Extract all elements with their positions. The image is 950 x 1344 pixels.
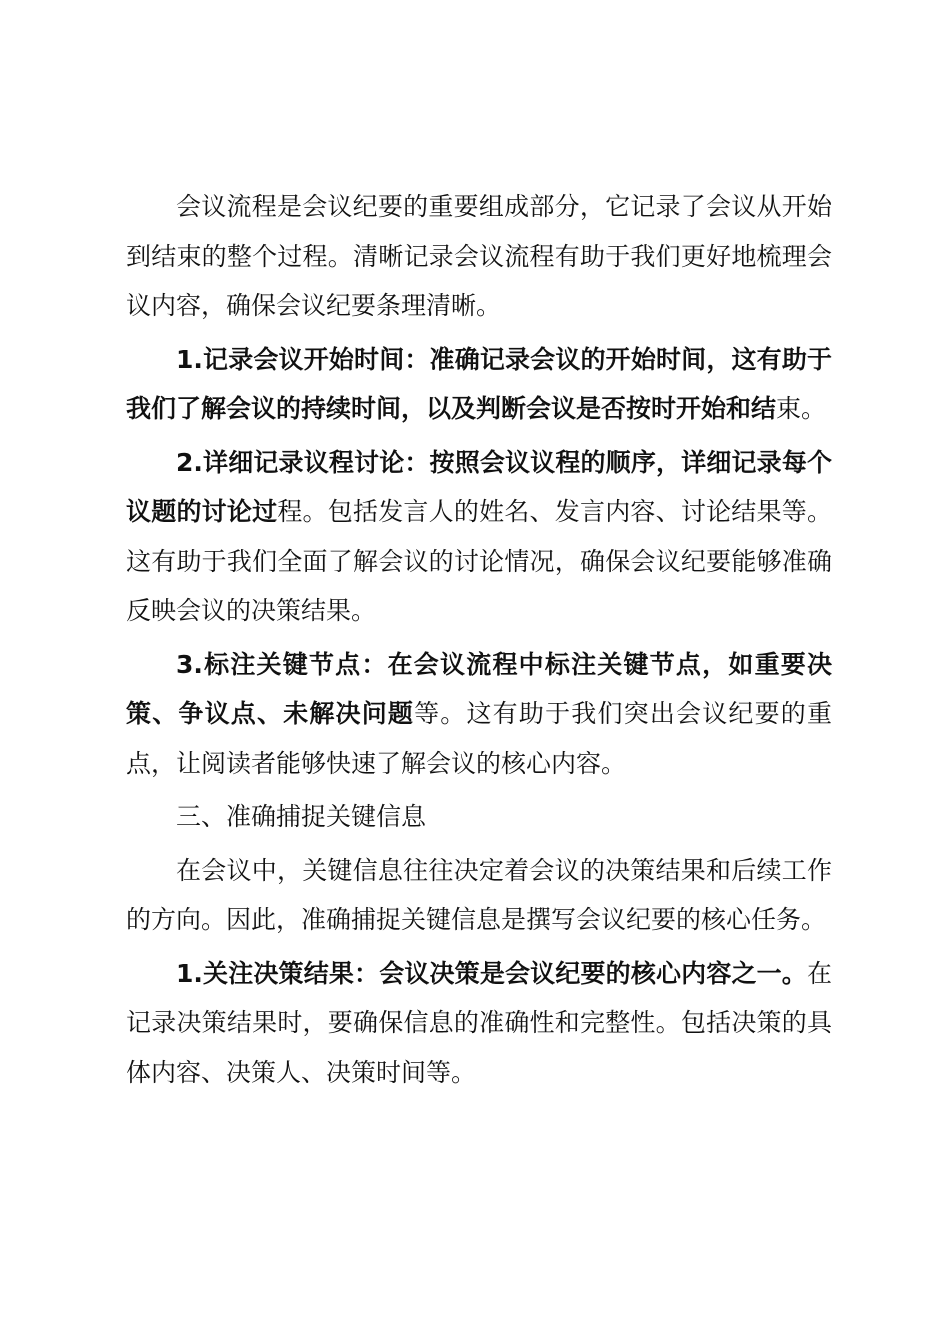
paragraph-bold-lead: 2.详细记录议程讨论：按照会议议程的顺序，详细记录每个议题的讨论过	[126, 447, 832, 526]
paragraph-text: 会议流程是会议纪要的重要组成部分，它记录了会议从开始到结束的整个过程。清晰记录会议流程有助于我们更好地梳理会议内容，确保会议纪要条理清晰。	[126, 192, 832, 320]
paragraph-text: 束。	[776, 394, 827, 423]
section-heading: 三、准确捕捉关键信息	[176, 802, 427, 831]
paragraph-meeting-process	[126, 182, 832, 331]
paragraph-bold-lead: 1.关注决策结果：会议决策是会议纪要的核心内容之一。	[176, 958, 807, 988]
paragraph-bold-lead: 3.标注关键节点：在会议流程中标注关键节点，如重要决策、争议点、未解决问题	[126, 649, 832, 728]
paragraph-record-start-time	[126, 335, 832, 434]
paragraph-text: 在记录决策结果时，要确保信息的准确性和完整性。包括决策的具体内容、决策人、决策时间等。	[126, 958, 832, 1087]
paragraph-key-info	[126, 846, 832, 945]
paragraph-text: 等。这有助于我们突出会议纪要的重点，让阅读者能够快速了解会议的核心内容。	[126, 699, 832, 778]
document-page	[126, 182, 832, 1101]
paragraph-bold-lead: 1.记录会议开始时间：准确记录会议的开始时间，这有助于我们了解会议的持续时间，以及判断会议是否按时开始和结	[126, 344, 832, 423]
paragraph-text: 在会议中，关键信息往往决定着会议的决策结果和后续工作的方向。因此，准确捕捉关键信息是撰写会议纪要的核心任务。	[126, 855, 832, 934]
paragraph-record-agenda	[126, 438, 832, 636]
paragraph-decision-results	[126, 949, 832, 1098]
paragraph-text: 程。包括发言人的姓名、发言内容、讨论结果等。这有助于我们全面了解会议的讨论情况，确保会议纪要能够准确反映会议的决策结果。	[126, 497, 832, 625]
paragraph-key-nodes	[126, 640, 832, 789]
